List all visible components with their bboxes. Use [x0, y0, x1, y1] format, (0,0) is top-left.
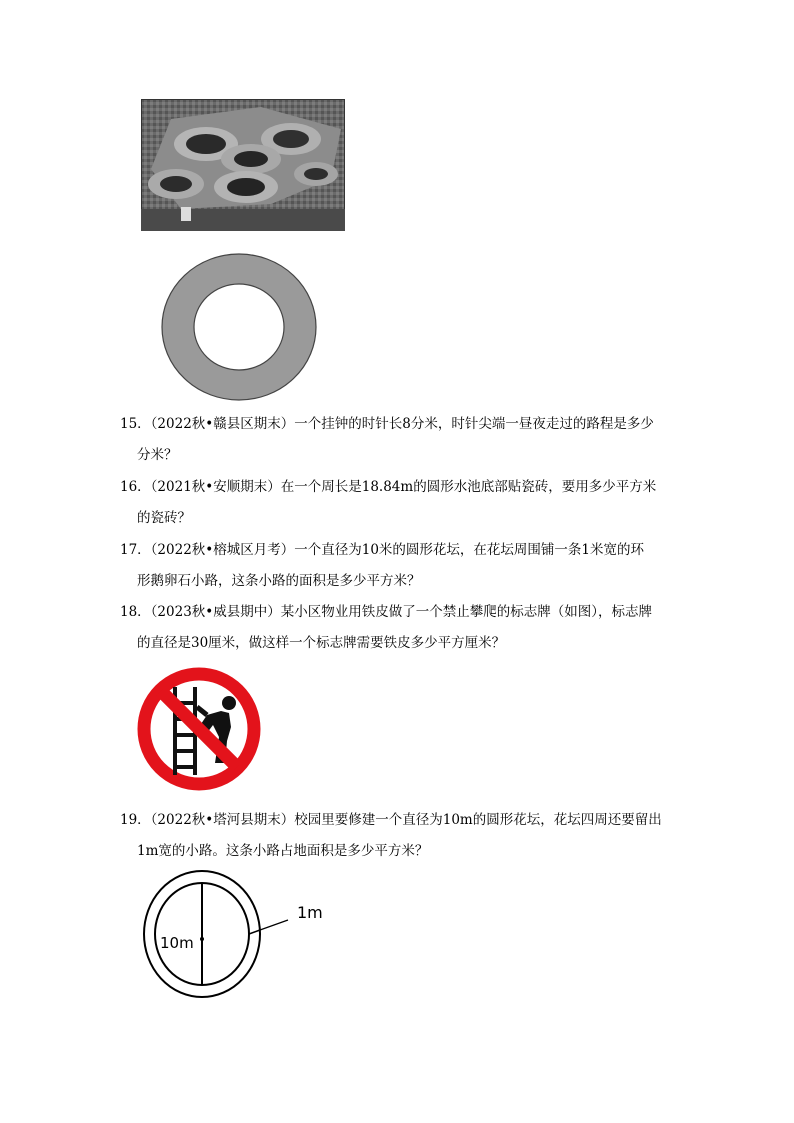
- flowerbed-path-diagram: [138, 864, 338, 1004]
- diameter-label: 10m: [160, 934, 194, 952]
- question-15-line1: 15．（2022秋•赣县区期末）一个挂钟的时针长8分米，时针尖端一昼夜走过的路程是多少: [120, 416, 654, 432]
- question-15: [120, 415, 654, 463]
- path-width-label: 1m: [297, 903, 323, 922]
- question-18-line2: 的直径是30厘米，做这样一个标志牌需要铁皮多少平方厘米？: [137, 635, 506, 651]
- question-16-line1: 16．（2021秋•安顺期末）在一个周长是18.84m的圆形水池底部贴瓷砖，要用多少平方米: [120, 479, 657, 495]
- question-16-line2: 的瓷砖？: [137, 510, 191, 526]
- question-17: [120, 541, 645, 589]
- question-18-line1: 18．（2023秋•威县期中）某小区物业用铁皮做了一个禁止攀爬的标志牌（如图），标志牌: [120, 604, 652, 620]
- question-19-line2: 1m宽的小路。这条小路占地面积是多少平方米？: [137, 843, 429, 859]
- question-18: [120, 603, 652, 651]
- question-19-line1: 19．（2022秋•塔河县期末）校园里要修建一个直径为10m的圆形花坛，花坛四周还要留出: [120, 812, 662, 828]
- question-17-line1: 17．（2022秋•榕城区月考）一个直径为10米的圆形花坛，在花坛周围铺一条1米宽的环: [120, 542, 645, 558]
- question-19: [120, 811, 662, 859]
- question-17-line2: 形鹅卵石小路，这条小路的面积是多少平方米？: [137, 573, 421, 589]
- flowerbed-photo: [141, 99, 345, 231]
- no-climbing-sign-icon: [137, 667, 261, 791]
- annulus-figure: [160, 252, 318, 402]
- question-15-line2: 分米？: [137, 447, 178, 463]
- question-16: [120, 478, 657, 526]
